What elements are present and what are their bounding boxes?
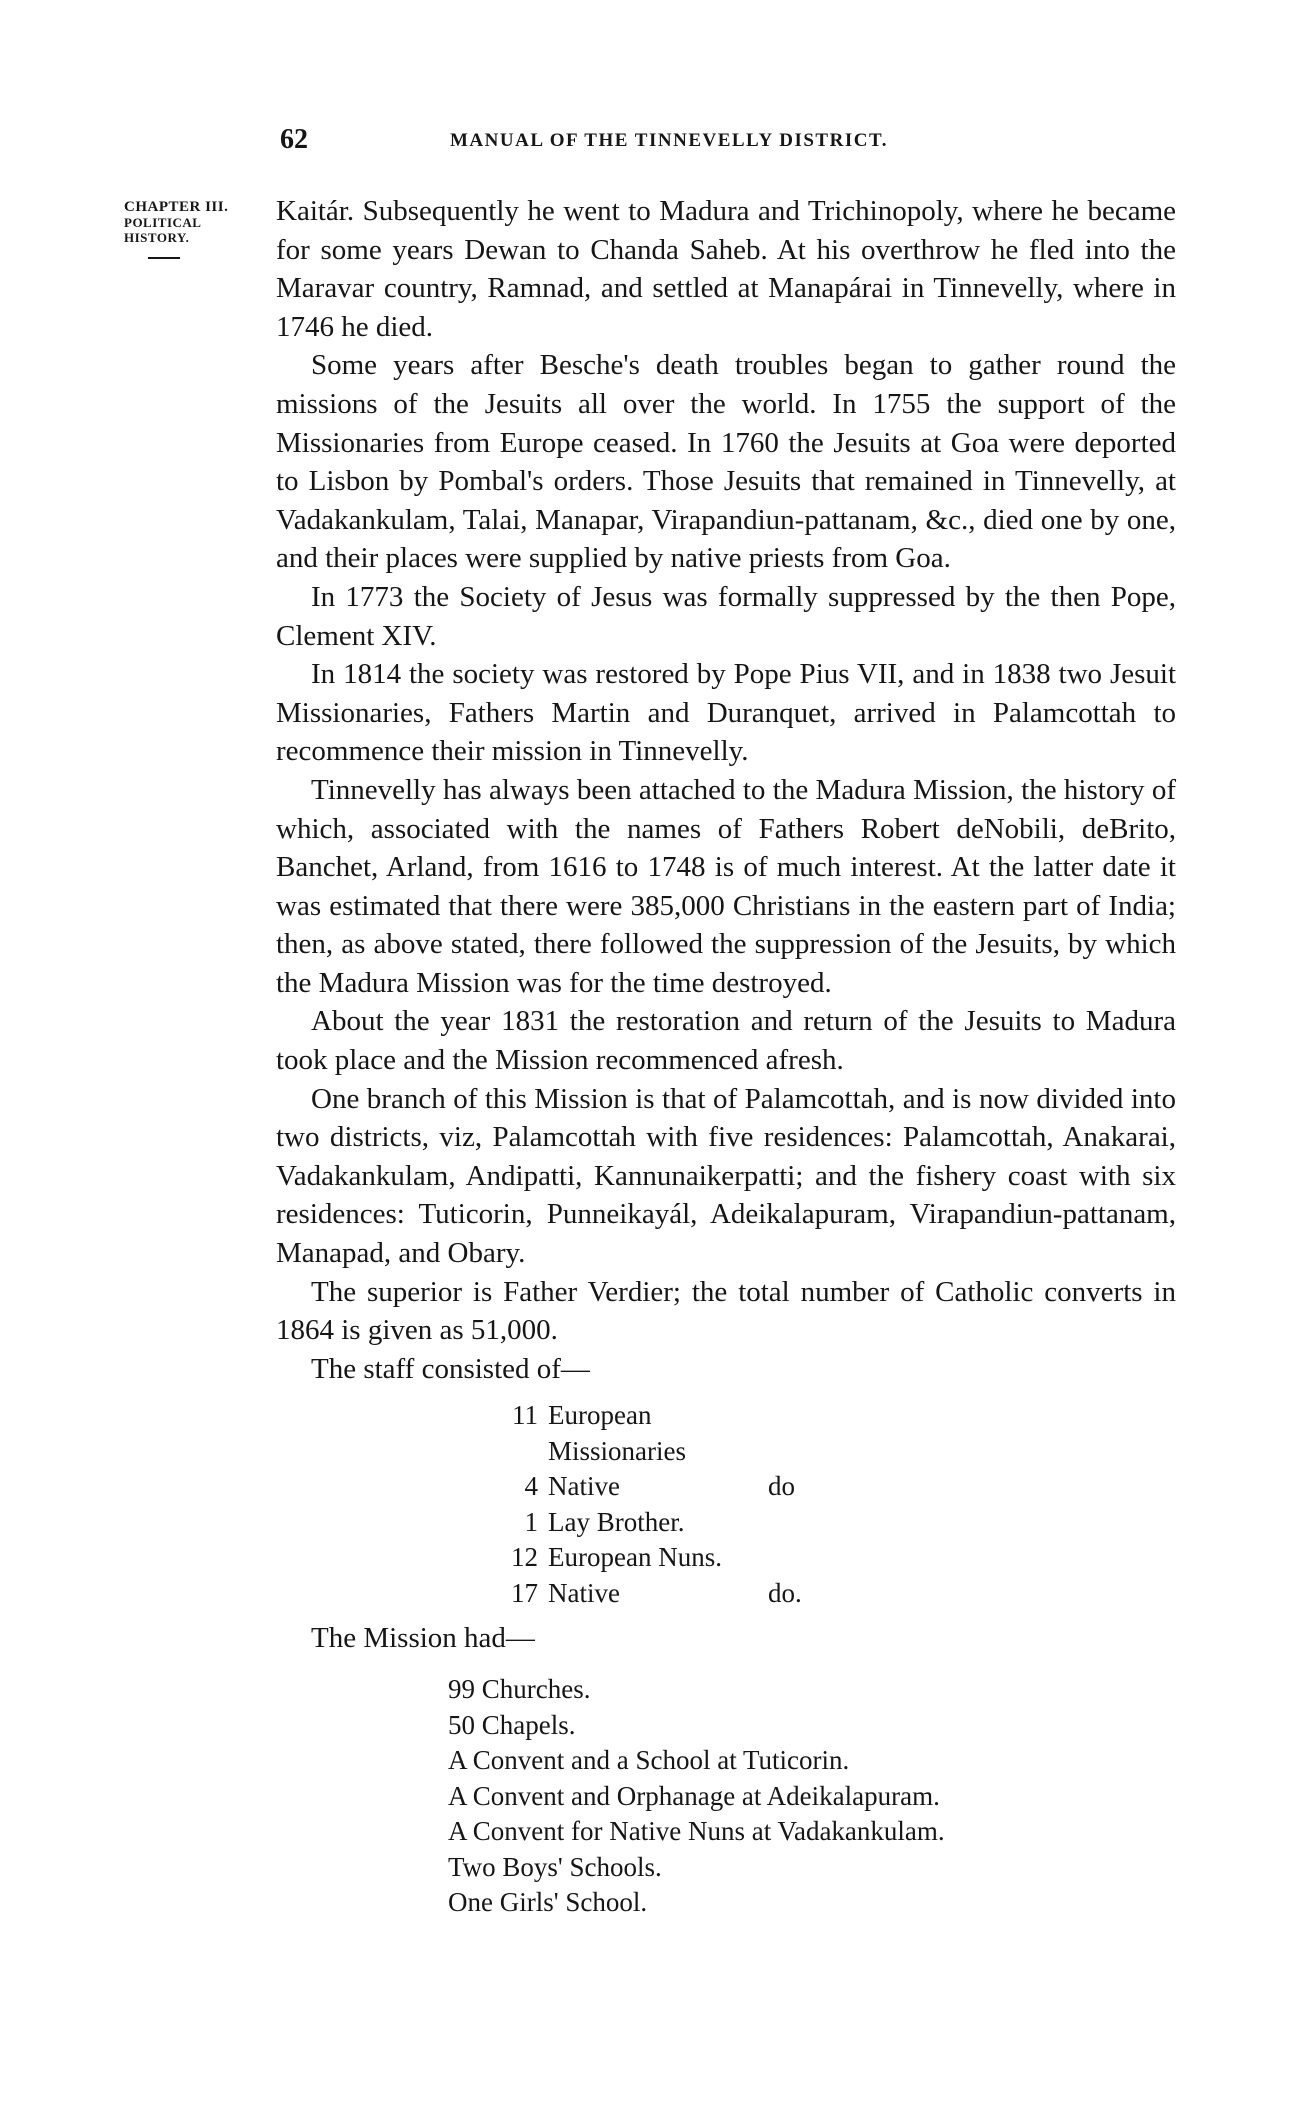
staff-row <box>496 1469 1176 1505</box>
mission-item: A Convent and Orphanage at Adeikalapuram. <box>448 1780 940 1811</box>
staff-row <box>496 1540 1176 1576</box>
staff-list <box>496 1398 1176 1611</box>
staff-description: Native <box>548 1577 620 1608</box>
sidenote-section-line1: POLITICAL <box>124 215 202 230</box>
paragraph: In 1814 the society was restored by Pope Pius VII, and in 1838 two Jesuit Missionaries, Fathers Martin and Duranquet, arrived in Palamcottah to recommence their mission in Tinnevelly. <box>276 658 1176 768</box>
sidenote-rule <box>148 257 180 259</box>
paragraph: Some years after Besche's death troubles began to gather round the missions of the Jesuits all over the world. In 1755 the support of the Missionaries from Europe ceased. In 1760 the Jesuits at Goa were deported to Lisbon by Pombal's orders. Those Jesuits that remained in Tinnevelly, at Vadakankulam, Talai, Manapar, Virapandiun-pattanam, &c., died one by one, and their places were supplied by native priests from Goa. <box>276 349 1176 575</box>
sidenote-chapter: CHAPTER III. <box>124 199 229 215</box>
paragraph-mission-intro: The Mission had— <box>311 1622 535 1655</box>
margin-sidenote <box>124 200 274 259</box>
staff-ditto: do <box>768 1471 795 1502</box>
staff-row <box>496 1505 1176 1541</box>
page-number: 62 <box>280 124 308 155</box>
staff-row <box>496 1398 1176 1469</box>
mission-list <box>448 1672 1176 1921</box>
staff-description: Lay Brother. <box>548 1506 685 1537</box>
mission-item: 50 Chapels. <box>448 1709 576 1740</box>
staff-description: European Missionaries <box>548 1400 686 1466</box>
staff-count: 4 <box>524 1471 538 1502</box>
paragraph-staff-intro: The staff consisted of— <box>311 1352 590 1385</box>
paragraph: About the year 1831 the restoration and return of the Jesuits to Madura took place and the Mission recommenced afresh. <box>276 1005 1176 1077</box>
page-header <box>270 124 1180 158</box>
staff-ditto: do. <box>768 1577 802 1608</box>
staff-count: 12 <box>511 1542 538 1573</box>
body-text <box>276 192 1176 1921</box>
paragraph: Tinnevelly has always been attached to the Madura Mission, the history of which, associated with the names of Fathers Robert deNobili, deBrito, Banchet, Arland, from 1616 to 1748 is of much interest. At the latter date it was estimated that there were 385,000 Christians in the eastern part of India; then, as above stated, there followed the suppression of the Jesuits, by which the Madura Mission was for the time destroyed. <box>276 773 1176 999</box>
running-title: MANUAL OF THE TINNEVELLY DISTRICT. <box>450 130 888 151</box>
mission-item: 99 Churches. <box>448 1674 591 1704</box>
mission-item: A Convent for Native Nuns at Vadakankulam. <box>448 1816 945 1846</box>
paragraph: One branch of this Mission is that of Palamcottah, and is now divided into two districts, viz, Palamcottah with five residences: Palamcottah, Anakarai, Vadakankulam, Andipatti, Kannunaikerpatti; and the fishery coast with six residences: Tuticorin, Punneikayál, Adeikalapuram, Virapandiun-pattanam, Manapad, and Obary. <box>276 1082 1176 1270</box>
staff-count: 17 <box>511 1577 538 1608</box>
paragraph: In 1773 the Society of Jesus was formally suppressed by the then Pope, Clement XIV. <box>276 580 1176 652</box>
mission-item: One Girls' School. <box>448 1887 648 1917</box>
mission-item: A Convent and a School at Tuticorin. <box>448 1745 850 1775</box>
staff-description: European Nuns. <box>548 1542 722 1573</box>
sidenote-section-line2: HISTORY. <box>124 230 190 245</box>
staff-row <box>496 1576 1176 1612</box>
paragraph: Kaitár. Subsequently he went to Madura and Trichinopoly, where he became for some years Dewan to Chanda Saheb. At his overthrow he fled into the Maravar country, Ramnad, and settled at Manapárai in Tinnevelly, where in 1746 he died. <box>276 195 1176 343</box>
staff-description: Native <box>548 1471 620 1502</box>
staff-count: 11 <box>512 1400 538 1431</box>
staff-count: 1 <box>524 1506 538 1537</box>
paragraph: The superior is Father Verdier; the total number of Catholic converts in 1864 is given as 51,000. <box>276 1275 1176 1347</box>
mission-item: Two Boys' Schools. <box>448 1851 662 1882</box>
